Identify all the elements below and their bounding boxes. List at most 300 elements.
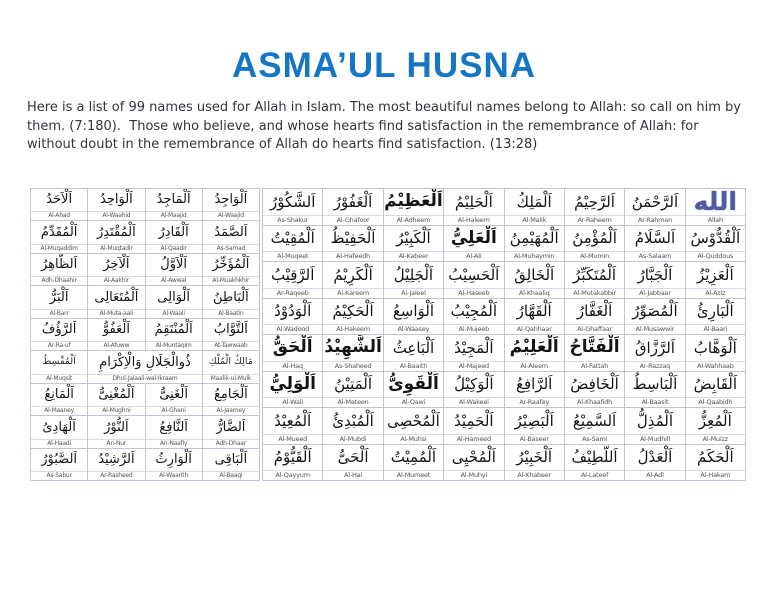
name-cell-al-khabeer	[504, 445, 564, 482]
transliteration-label: Al-Muqtadir	[88, 244, 144, 253]
name-cell-al-waali	[145, 286, 202, 318]
arabic-calligraphy: اَلتَّوَّابُ	[213, 322, 248, 338]
arabic-calligraphy: اَلْوَلِيُّ	[269, 373, 316, 394]
name-cell-al-barr	[30, 286, 87, 318]
transliteration-label: Al-Aakhir	[88, 276, 144, 285]
arabic-calligraphy: اَلْحَمِيْدُ	[454, 411, 494, 430]
name-cell-al-baasit	[624, 372, 684, 409]
transliteration-label: Adh-Dhaahir	[31, 276, 87, 285]
arabic-calligraphy: اَلْبَارِئُ	[696, 302, 734, 321]
transliteration-label: Al-Aziz	[686, 288, 745, 298]
transliteration-label: An-Naafiy	[146, 439, 202, 448]
transliteration-label: Al-Wahhaab	[686, 361, 745, 371]
transliteration-label: Al-Awwal	[146, 276, 202, 285]
name-cell-al-qaadir	[145, 221, 202, 253]
transliteration-label: Allah	[686, 215, 745, 225]
name-cell-as-shakur	[262, 189, 322, 226]
transliteration-label: As-Samad	[203, 244, 259, 253]
transliteration-label: Al-Muqsit	[31, 374, 87, 383]
arabic-calligraphy: اَلْخَبِيْرُ	[516, 448, 553, 467]
transliteration-label: Al-Ahad	[31, 211, 87, 220]
arabic-calligraphy: اَلشَّهِيْدُ	[324, 337, 382, 358]
arabic-calligraphy: اَلْمُتَكَبِّرُ	[573, 265, 617, 284]
transliteration-label: Al-Ali	[444, 251, 503, 261]
name-cell-al-khaaliq	[504, 262, 564, 299]
name-cell-al-ghafoor	[322, 189, 382, 226]
name-cell-al-wahhaab	[685, 335, 745, 372]
name-cell-al-mueed	[262, 408, 322, 445]
arabic-calligraphy: اَلْعَفُوُّ	[102, 322, 130, 338]
name-cell-al-aleem	[504, 335, 564, 372]
transliteration-label: Al-Baatin	[203, 309, 259, 318]
transliteration-label: Al-Qaabidh	[686, 397, 745, 407]
arabic-calligraphy: اَلْوَارِثُ	[155, 451, 192, 467]
transliteration-label: Al-Wali	[263, 397, 322, 407]
transliteration-label: Al-Maajid	[146, 211, 202, 220]
name-cell-al-muqsit	[30, 351, 87, 383]
transliteration-label: Al-Jaamey	[203, 406, 259, 415]
transliteration-label: Al-Mumeet	[384, 470, 443, 480]
arabic-calligraphy: اَلْمُغْنِىُّ	[98, 387, 135, 403]
arabic-calligraphy: اَلْمُحْيِى	[451, 448, 496, 467]
arabic-calligraphy: اَلْحَفِيْظُ	[330, 229, 376, 248]
transliteration-label: Al-Muakhkhir	[203, 276, 259, 285]
arabic-calligraphy: اَلْمُقْتَدِرُ	[97, 224, 136, 240]
name-cell-al-waasey	[383, 299, 443, 336]
arabic-calligraphy: اَلْهَادِىُ	[42, 419, 76, 435]
transliteration-label: Al-Musawwir	[625, 324, 684, 334]
arabic-calligraphy: اَلْقُدُّوْسُ	[690, 229, 741, 248]
transliteration-label: Al-Afuww	[88, 341, 144, 350]
name-cell-al-haleem	[443, 189, 503, 226]
transliteration-label: Al-Baasit	[625, 397, 684, 407]
arabic-calligraphy: اَلْمُعِزُّ	[698, 411, 732, 430]
transliteration-label: Al-Aleem	[505, 361, 564, 371]
arabic-calligraphy: اَلْوَالِى	[157, 289, 190, 305]
arabic-calligraphy: اَلْكَبِيْرُ	[396, 229, 431, 248]
name-cell-ar-raheem	[564, 189, 624, 226]
arabic-calligraphy: اَلْعَظِيْمُ	[384, 191, 443, 212]
arabic-calligraphy: اَلْمُقِيْتُ	[270, 229, 315, 248]
arabic-calligraphy: اَلْخَالِقُ	[514, 265, 555, 284]
transliteration-label: As-Salaam	[625, 251, 684, 261]
name-cell-al-ali	[443, 226, 503, 263]
arabic-calligraphy: اَلْوَاحِدُ	[100, 192, 133, 208]
name-cell-allah	[685, 189, 745, 226]
arabic-calligraphy: اَلظَّاهِرُ	[41, 257, 78, 273]
name-cell-al-ghaffaar	[564, 299, 624, 336]
transliteration-label: Al-Kabeer	[384, 251, 443, 261]
name-cell-al-wali	[262, 372, 322, 409]
name-cell-al-majeed	[443, 335, 503, 372]
arabic-calligraphy: اَلرَّحْمَنُ	[631, 192, 679, 211]
name-cell-adh-dhaahir	[30, 254, 87, 286]
arabic-calligraphy: اَلْقَابِضُ	[693, 375, 738, 394]
transliteration-label: Al-Muhaymin	[505, 251, 564, 261]
name-cell-al-waahid	[87, 189, 144, 221]
name-cell-al-musawwir	[624, 299, 684, 336]
transliteration-label: Al-Qaadir	[146, 244, 202, 253]
transliteration-label: Al-Jaleel	[384, 288, 443, 298]
arabic-calligraphy: اَلْغَنِىُّ	[159, 387, 188, 403]
name-cell-al-haq	[262, 335, 322, 372]
arabic-calligraphy: اَلْحَسِيْبُ	[448, 265, 500, 284]
arabic-calligraphy: اَلْفَتَّاحُ	[569, 337, 620, 358]
name-cell-al-kareem	[322, 262, 382, 299]
transliteration-label: Al-Lateef	[565, 470, 624, 480]
name-cell-as-sabur	[30, 449, 87, 481]
arabic-calligraphy: اَلْاَوَّلُ	[160, 257, 187, 273]
transliteration-label: Al-Malik	[505, 215, 564, 225]
name-cell-al-jabbaar	[624, 262, 684, 299]
arabic-calligraphy: اَلْآخِرُ	[103, 257, 130, 273]
arabic-calligraphy: اَلْعَلِيُّ	[450, 227, 497, 248]
name-cell-al-mudhill	[624, 408, 684, 445]
name-cell-al-ghani	[145, 384, 202, 416]
transliteration-label: Ar-Rahman	[625, 215, 684, 225]
arabic-calligraphy: اَلصَّمَدُ	[214, 224, 248, 240]
transliteration-label: Al-Muqaddim	[31, 244, 87, 253]
transliteration-label: Al-Mutakabbir	[565, 288, 624, 298]
arabic-calligraphy: اَلْمَلِكُ	[516, 192, 552, 211]
name-cell-al-mujeeb	[443, 299, 503, 336]
name-cell-al-adl	[624, 445, 684, 482]
arabic-calligraphy: اَلْحَقُّ	[272, 337, 313, 358]
transliteration-label: Al-Maaney	[31, 406, 87, 415]
transliteration-label: Al-Mughni	[88, 406, 144, 415]
transliteration-label: Al-Mateen	[323, 397, 382, 407]
name-cell-al-jaleel	[383, 262, 443, 299]
intro-paragraph: Here is a list of 99 names used for Allah in Islam. The most beautiful names belong to Allah: so call on him by them. (7:180). Those who believe, and whose hearts find satisfaction in the remembrance of Allah: for without doubt in the remembrance of Allah do hearts find satisfaction. (13:28)	[27, 100, 746, 152]
transliteration-label: Al-Muhyi	[444, 470, 503, 480]
name-cell-al-haadi	[30, 416, 87, 448]
name-cell-al-aakhir	[87, 254, 144, 286]
name-cell-al-kabeer	[383, 226, 443, 263]
arabic-calligraphy: اَلْمُهَيْمِنُ	[509, 229, 559, 248]
arabic-calligraphy: اَلْمُؤْمِنُ	[572, 229, 617, 248]
arabic-calligraphy: اَلْمَتِيْنُ	[334, 375, 373, 394]
arabic-calligraphy: اَلْعَدْلُ	[637, 448, 673, 467]
transliteration-label: Al-Adl	[625, 470, 684, 480]
arabic-calligraphy: اَلْمَاجِدُ	[156, 192, 191, 208]
transliteration-label: Al-Waajid	[203, 211, 259, 220]
name-cell-al-muta-aali	[87, 286, 144, 318]
transliteration-label: As-Shakur	[263, 215, 322, 225]
name-cell-al-hameed	[443, 408, 503, 445]
name-cell-an-nur	[87, 416, 144, 448]
name-cell-al-khaafidh	[564, 372, 624, 409]
transliteration-label: Al-Muhsi	[384, 434, 443, 444]
arabic-calligraphy: اَلْحَلِيْمُ	[454, 192, 493, 211]
transliteration-label: As-Sabur	[31, 471, 87, 480]
transliteration-label: Al-Haleem	[444, 215, 503, 225]
arabic-calligraphy: اَلْحَىُّ	[337, 448, 369, 467]
name-cell-al-mateen	[322, 372, 382, 409]
name-cell-al-afuww	[87, 319, 144, 351]
name-cell-ar-rahman	[624, 189, 684, 226]
name-cell-ar-raafey	[504, 372, 564, 409]
transliteration-label: Al-Haq	[263, 361, 322, 371]
name-cell-al-awwal	[145, 254, 202, 286]
arabic-calligraphy: اَلْمَانِعُ	[44, 387, 74, 403]
name-cell-al-baatin	[202, 286, 259, 318]
arabic-calligraphy: اَلْبَاسِطُ	[632, 375, 678, 394]
transliteration-label: Al-Mueed	[263, 434, 322, 444]
name-cell-al-muizz	[685, 408, 745, 445]
transliteration-label: Al-Qawi	[384, 397, 443, 407]
name-cell-al-qawi	[383, 372, 443, 409]
name-cell-as-sami	[564, 408, 624, 445]
arabic-calligraphy: اَلْمُنْتَقِمُ	[154, 322, 193, 338]
arabic-calligraphy: اَلضَّارُّ	[216, 419, 246, 435]
arabic-calligraphy: اَلْمُجِيْبُ	[450, 302, 497, 321]
transliteration-label: Al-Qayyum	[263, 470, 322, 480]
transliteration-label: Adh-Dhaar	[203, 439, 259, 448]
transliteration-label: Al-Mudhill	[625, 434, 684, 444]
transliteration-label: Al-Fattah	[565, 361, 624, 371]
name-cell-al-hakeem	[322, 299, 382, 336]
arabic-calligraphy: اَلْوَاسِعُ	[392, 302, 435, 321]
arabic-calligraphy: اَلْحَكِيْمُ	[332, 302, 374, 321]
transliteration-label: Al-Mubdi	[323, 434, 382, 444]
transliteration-label: Ar-Raafey	[505, 397, 564, 407]
transliteration-label: Al-Mujeeb	[444, 324, 503, 334]
name-cell-al-wadood	[262, 299, 322, 336]
names-chart	[30, 188, 746, 481]
transliteration-label: Al-Baaith	[384, 361, 443, 371]
transliteration-label: Al-Hai	[323, 470, 382, 480]
transliteration-label: Al-Ghafoor	[323, 215, 382, 225]
arabic-calligraphy: اَلْمُقَدِّمُ	[40, 224, 78, 240]
name-cell-al-mumeet	[383, 445, 443, 482]
arabic-calligraphy: اَلنُّوْرُ	[104, 419, 129, 435]
transliteration-label: Al-Wakeel	[444, 397, 503, 407]
name-cell-ar-razzaq	[624, 335, 684, 372]
arabic-calligraphy: اَلْحَكَمُ	[696, 448, 734, 467]
name-cell-dhul-jalaali-wal-ikraam	[87, 351, 202, 383]
arabic-calligraphy: اَلْمُعِيْدُ	[274, 411, 312, 430]
arabic-calligraphy: اَلْاَحَدُ	[46, 192, 73, 208]
transliteration-label: Al-Hameed	[444, 434, 503, 444]
arabic-calligraphy: اَلرَّحِيْمُ	[574, 192, 615, 211]
name-cell-al-muhyi	[443, 445, 503, 482]
transliteration-label: Dhul-Jalaali-wal-Ikraam	[88, 374, 202, 383]
arabic-calligraphy: اَلْبَاعِثُ	[392, 338, 435, 357]
transliteration-label: Al-Khaafidh	[565, 397, 624, 407]
name-cell-al-muqeet	[262, 226, 322, 263]
name-cell-ar-ra-uf	[30, 319, 87, 351]
transliteration-label: Al-Ghani	[146, 406, 202, 415]
arabic-calligraphy: اَلْبَاطِنُ	[213, 289, 249, 305]
name-cell-al-muhsi	[383, 408, 443, 445]
name-cell-al-mughni	[87, 384, 144, 416]
arabic-calligraphy: اَلْمُبْدِئُ	[332, 411, 374, 430]
arabic-calligraphy: اَلْقَوِىُّ	[388, 373, 439, 394]
arabic-calligraphy: اَلْبَرُّ	[49, 289, 69, 305]
arabic-calligraphy: اَللَّطِيْفُ	[571, 448, 618, 467]
names-table-left	[30, 188, 260, 481]
arabic-calligraphy: ذُوالْجَلَالِ وَالْاِكْرَامِ	[99, 354, 191, 370]
transliteration-label: As-Shaheed	[323, 361, 382, 371]
transliteration-label: Al-Waahid	[88, 211, 144, 220]
arabic-calligraphy: اَلْجَبَّارُ	[637, 265, 673, 284]
arabic-calligraphy: اَلْجَلِيْلُ	[393, 265, 434, 284]
arabic-calligraphy: اَلنَّافِعُ	[159, 419, 188, 435]
name-cell-at-tawwaab	[202, 319, 259, 351]
arabic-calligraphy: اَلْوَهَّابُ	[693, 338, 737, 357]
transliteration-label: Al-Hakam	[686, 470, 745, 480]
name-cell-al-maaney	[30, 384, 87, 416]
arabic-calligraphy: اَلْبَصِيْرُ	[514, 411, 554, 430]
arabic-calligraphy: اَلْوَاجِدُ	[214, 192, 248, 208]
transliteration-label: Al-Hafeedh	[323, 251, 382, 261]
arabic-calligraphy: اَلصَّبُوْرُ	[41, 451, 78, 467]
transliteration-label: Al-Majeed	[444, 361, 503, 371]
name-cell-al-muqtadir	[87, 221, 144, 253]
arabic-calligraphy: اَلْمُؤَخِّرُ	[212, 257, 250, 273]
arabic-calligraphy: اَلْقَيُّوْمُ	[273, 448, 312, 467]
name-cell-al-quddous	[685, 226, 745, 263]
name-cell-al-qayyum	[262, 445, 322, 482]
name-cell-al-hakam	[685, 445, 745, 482]
arabic-calligraphy: اَلْعَزِيْزُ	[696, 265, 734, 284]
name-cell-as-samad	[202, 221, 259, 253]
name-cell-al-baari	[685, 299, 745, 336]
name-cell-al-muntaqim	[145, 319, 202, 351]
transliteration-label: Al-Jabbaar	[625, 288, 684, 298]
arabic-calligraphy: اَلْمُتَعَالِى	[94, 289, 139, 305]
arabic-calligraphy: اَلْجَامِعُ	[213, 387, 248, 403]
name-cell-as-shaheed	[322, 335, 382, 372]
arabic-calligraphy: اَلْعَلِيْمُ	[509, 337, 559, 358]
transliteration-label: Ar-Raqeeb	[263, 288, 322, 298]
arabic-calligraphy: الله	[693, 189, 737, 215]
transliteration-label: As-Sami	[565, 434, 624, 444]
page-title: ASMA’UL HUSNA	[231, 46, 537, 85]
arabic-calligraphy: اَلشَّكُوْرُ	[269, 192, 316, 211]
name-cell-al-adheem	[383, 189, 443, 226]
name-cell-al-wakeel	[443, 372, 503, 409]
name-cell-al-muhaymin	[504, 226, 564, 263]
name-cell-ar-raqeeb	[262, 262, 322, 299]
name-cell-al-jaamey	[202, 384, 259, 416]
name-cell-al-hai	[322, 445, 382, 482]
arabic-calligraphy: اَلسَّمِيْعُ	[572, 411, 617, 430]
transliteration-label: Al-Baseer	[505, 434, 564, 444]
transliteration-label: Ar-Raheem	[565, 215, 624, 225]
arabic-calligraphy: اَلْمُذِلُّ	[636, 411, 674, 430]
name-cell-al-fattah	[564, 335, 624, 372]
transliteration-label: Maalik-ul-Mulk	[203, 374, 259, 383]
transliteration-label: Al-Kareem	[323, 288, 382, 298]
name-cell-al-waajid	[202, 189, 259, 221]
name-cell-maalik-ul-mulk	[202, 351, 259, 383]
arabic-calligraphy: اَلرَّشِيْدُ	[98, 451, 135, 467]
transliteration-label: Al-Adheem	[384, 215, 443, 225]
arabic-calligraphy: اَلرَّقِيْبُ	[270, 265, 315, 284]
transliteration-label: Al-Khaaliq	[505, 288, 564, 298]
arabic-calligraphy: مَالِكُ الْمُلْكِ	[208, 356, 253, 368]
name-cell-al-waarith	[145, 449, 202, 481]
transliteration-label: Al-Haadi	[31, 439, 87, 448]
transliteration-label: Al-Hakeem	[323, 324, 382, 334]
transliteration-label: Al-Qahhaar	[505, 324, 564, 334]
transliteration-label: Al-Haseeb	[444, 288, 503, 298]
name-cell-ar-rasheed	[87, 449, 144, 481]
arabic-calligraphy: اَلرَّؤُفُ	[41, 322, 77, 338]
arabic-calligraphy: اَلْمُقْسِطُ	[42, 356, 76, 368]
arabic-calligraphy: اَلسَّلَامُ	[634, 229, 676, 248]
arabic-calligraphy: اَلْمُمِيْتُ	[390, 448, 437, 467]
name-cell-as-salaam	[624, 226, 684, 263]
transliteration-label: Al-Muizz	[686, 434, 745, 444]
transliteration-label: Al-Muqeet	[263, 251, 322, 261]
arabic-calligraphy: اَلرَّافِعُ	[516, 375, 553, 394]
name-cell-al-ahad	[30, 189, 87, 221]
transliteration-label: Al-Ghaffaar	[565, 324, 624, 334]
arabic-calligraphy: اَلْمُحْصِى	[387, 411, 440, 430]
arabic-calligraphy: اَلْقَهَّارُ	[516, 302, 552, 321]
arabic-calligraphy: اَلْغَفُوْرُ	[333, 192, 373, 211]
name-cell-al-mutakabbir	[564, 262, 624, 299]
transliteration-label: Al-Baari	[686, 324, 745, 334]
transliteration-label: Al-Quddous	[686, 251, 745, 261]
name-cell-al-haseeb	[443, 262, 503, 299]
arabic-calligraphy: اَلْمُصَوِّرُ	[632, 302, 678, 321]
name-cell-an-naafiy	[145, 416, 202, 448]
transliteration-label: An-Nur	[88, 439, 144, 448]
name-cell-al-baaith	[383, 335, 443, 372]
transliteration-label: Al-Barr	[31, 309, 87, 318]
arabic-calligraphy: اَلْكَرِيْمُ	[333, 265, 373, 284]
transliteration-label: Al-Muntaqim	[146, 341, 202, 350]
name-cell-al-mubdi	[322, 408, 382, 445]
name-cell-al-baaqi	[202, 449, 259, 481]
arabic-calligraphy: اَلْبَاقِى	[214, 451, 248, 467]
arabic-calligraphy: اَلْغَفَّارُ	[576, 302, 613, 321]
name-cell-al-hafeedh	[322, 226, 382, 263]
transliteration-label: Ar-Rasheed	[88, 471, 144, 480]
transliteration-label: Al-Waali	[146, 309, 202, 318]
transliteration-label: Ar-Ra-uf	[31, 341, 87, 350]
name-cell-al-qahhaar	[504, 299, 564, 336]
name-cell-al-lateef	[564, 445, 624, 482]
transliteration-label: Al-Waasey	[384, 324, 443, 334]
name-cell-al-malik	[504, 189, 564, 226]
transliteration-label: Ar-Razzaq	[625, 361, 684, 371]
transliteration-label: Al-Baaqi	[203, 471, 259, 480]
transliteration-label: Al-Muta-aali	[88, 309, 144, 318]
arabic-calligraphy: اَلْقَادِرُ	[158, 224, 189, 240]
name-cell-al-muakhkhir	[202, 254, 259, 286]
transliteration-label: At-Tawwaab	[203, 341, 259, 350]
transliteration-label: Al-Waarith	[146, 471, 202, 480]
name-cell-al-qaabidh	[685, 372, 745, 409]
arabic-calligraphy: اَلْوَكِيْلُ	[454, 375, 494, 394]
name-cell-al-mumin	[564, 226, 624, 263]
transliteration-label: Al-Mumin	[565, 251, 624, 261]
arabic-calligraphy: اَلْخَافِضُ	[570, 375, 619, 394]
transliteration-label: Al-Wadood	[263, 324, 322, 334]
names-table-right	[262, 188, 746, 481]
arabic-calligraphy: اَلْمَجِيْدُ	[454, 338, 494, 357]
name-cell-al-aziz	[685, 262, 745, 299]
name-cell-al-baseer	[504, 408, 564, 445]
transliteration-label: Al-Khabeer	[505, 470, 564, 480]
name-cell-adh-dhaar	[202, 416, 259, 448]
name-cell-al-muqaddim	[30, 221, 87, 253]
name-cell-al-maajid	[145, 189, 202, 221]
